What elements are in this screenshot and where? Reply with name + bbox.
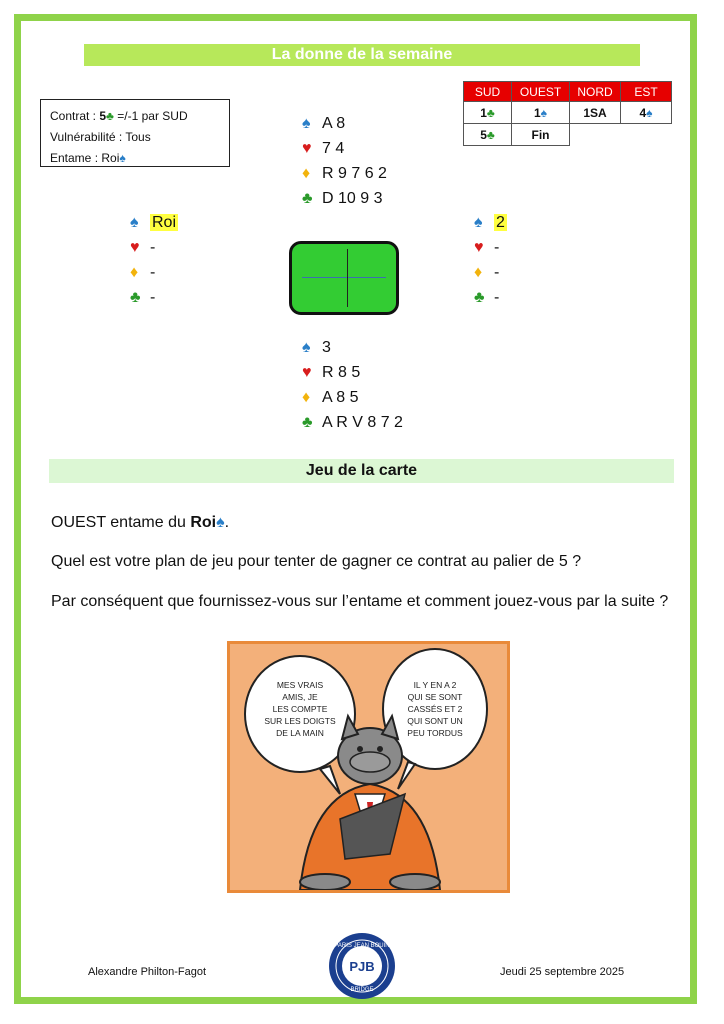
club-icon: ♣ [486, 127, 495, 142]
east-hearts: - [494, 239, 500, 256]
spade-icon: ♠ [302, 339, 311, 356]
bid-cell: 4♠ [621, 102, 672, 124]
bid-header-nord: NORD [570, 82, 621, 102]
club-icon: ♣ [302, 190, 313, 207]
page-title: La donne de la semaine [84, 44, 640, 66]
vulnerability-line: Vulnérabilité : Tous [50, 130, 151, 144]
west-spades: Roi [152, 214, 177, 231]
diamond-icon: ♦ [302, 165, 311, 182]
paragraph-question-play: Par conséquent que fournissez-vous sur l’entame et comment jouez-vous par la suite ? [51, 593, 669, 610]
south-hearts: R 8 5 [322, 364, 361, 381]
paragraph-question-plan: Quel est votre plan de jeu pour tenter de gagner ce contrat au palier de 5 ? [51, 553, 582, 570]
south-hand [302, 335, 403, 435]
bubble-right-line: PEU TORDUS [407, 728, 463, 738]
heart-icon: ♥ [302, 140, 312, 157]
west-diamonds: - [150, 264, 156, 281]
club-icon: ♣ [302, 414, 313, 431]
spade-icon: ♠ [216, 514, 225, 531]
spade-icon: ♠ [540, 105, 548, 120]
diamond-icon: ♦ [474, 264, 483, 281]
south-clubs: A R V 8 7 2 [322, 414, 403, 431]
diamond-icon: ♦ [302, 389, 311, 406]
bubble-left-line: DE LA MAIN [276, 728, 324, 738]
bid-cell: 5♣ [464, 124, 512, 146]
west-clubs: - [150, 289, 156, 306]
north-spades: A 8 [322, 115, 346, 132]
north-hand [302, 111, 387, 211]
east-diamonds: - [494, 264, 500, 281]
logo-top-text: PARIS JEAN BOUIN [334, 943, 390, 949]
logo-bottom-text: BRIDGE [350, 987, 374, 993]
bubble-left-line: SUR LES DOIGTS [264, 716, 336, 726]
east-clubs: - [494, 289, 500, 306]
bubble-right-line: CASSÉS ET 2 [407, 704, 463, 714]
bubble-right-line: IL Y EN A 2 [413, 680, 457, 690]
bubble-left-line: AMIS, JE [282, 692, 318, 702]
heart-icon: ♥ [474, 239, 484, 256]
bid-cell: 1♠ [512, 102, 570, 124]
south-spades: 3 [322, 339, 331, 356]
bubble-right-line: QUI SONT UN [407, 716, 463, 726]
north-hearts: 7 4 [322, 140, 345, 157]
contract-line: Contrat : 5♣ =/-1 par SUD [50, 109, 188, 123]
spade-icon: ♠ [302, 115, 311, 132]
bid-header-sud: SUD [464, 82, 512, 102]
footer-date: Jeudi 25 septembre 2025 [500, 966, 625, 978]
east-spades: 2 [496, 214, 505, 231]
bid-header-est: EST [621, 82, 672, 102]
bubble-right-line: QUI SE SONT [407, 692, 463, 702]
west-hand [130, 210, 178, 310]
bubble-left-line: MES VRAIS [276, 680, 324, 690]
bid-header-ouest: OUEST [512, 82, 570, 102]
club-icon: ♣ [106, 109, 114, 123]
spade-icon: ♠ [646, 105, 653, 120]
paragraph-lead: OUEST entame du Roi♠. [51, 514, 230, 531]
contract-box [40, 99, 230, 167]
club-icon: ♣ [474, 289, 485, 306]
bid-cell: 1SA [570, 102, 621, 124]
cartoon-image [227, 641, 510, 893]
section-title: Jeu de la carte [49, 459, 674, 483]
bid-cell: Fin [512, 124, 570, 146]
lead-line: Entame : Roi♠ [50, 151, 126, 165]
bubble-left-line: LES COMPTE [272, 704, 328, 714]
spade-icon: ♠ [130, 214, 139, 231]
west-hearts: - [150, 239, 156, 256]
spade-icon: ♠ [119, 151, 126, 165]
bidding-table [463, 81, 672, 146]
heart-icon: ♥ [302, 364, 312, 381]
east-hand [474, 210, 507, 310]
footer-author: Alexandre Philton-Fagot [88, 966, 207, 978]
bid-cell: 1♣ [464, 102, 512, 124]
north-clubs: D 10 9 3 [322, 190, 383, 207]
heart-icon: ♥ [130, 239, 140, 256]
south-diamonds: A 8 5 [322, 389, 359, 406]
north-diamonds: R 9 7 6 2 [322, 165, 387, 182]
card-table [289, 241, 399, 315]
cartoon-drawing [230, 644, 507, 890]
diamond-icon: ♦ [130, 264, 139, 281]
club-icon: ♣ [130, 289, 141, 306]
logo-mark: PJB [349, 959, 375, 974]
spade-icon: ♠ [474, 214, 483, 231]
club-logo [328, 932, 396, 1000]
club-icon: ♣ [486, 105, 495, 120]
